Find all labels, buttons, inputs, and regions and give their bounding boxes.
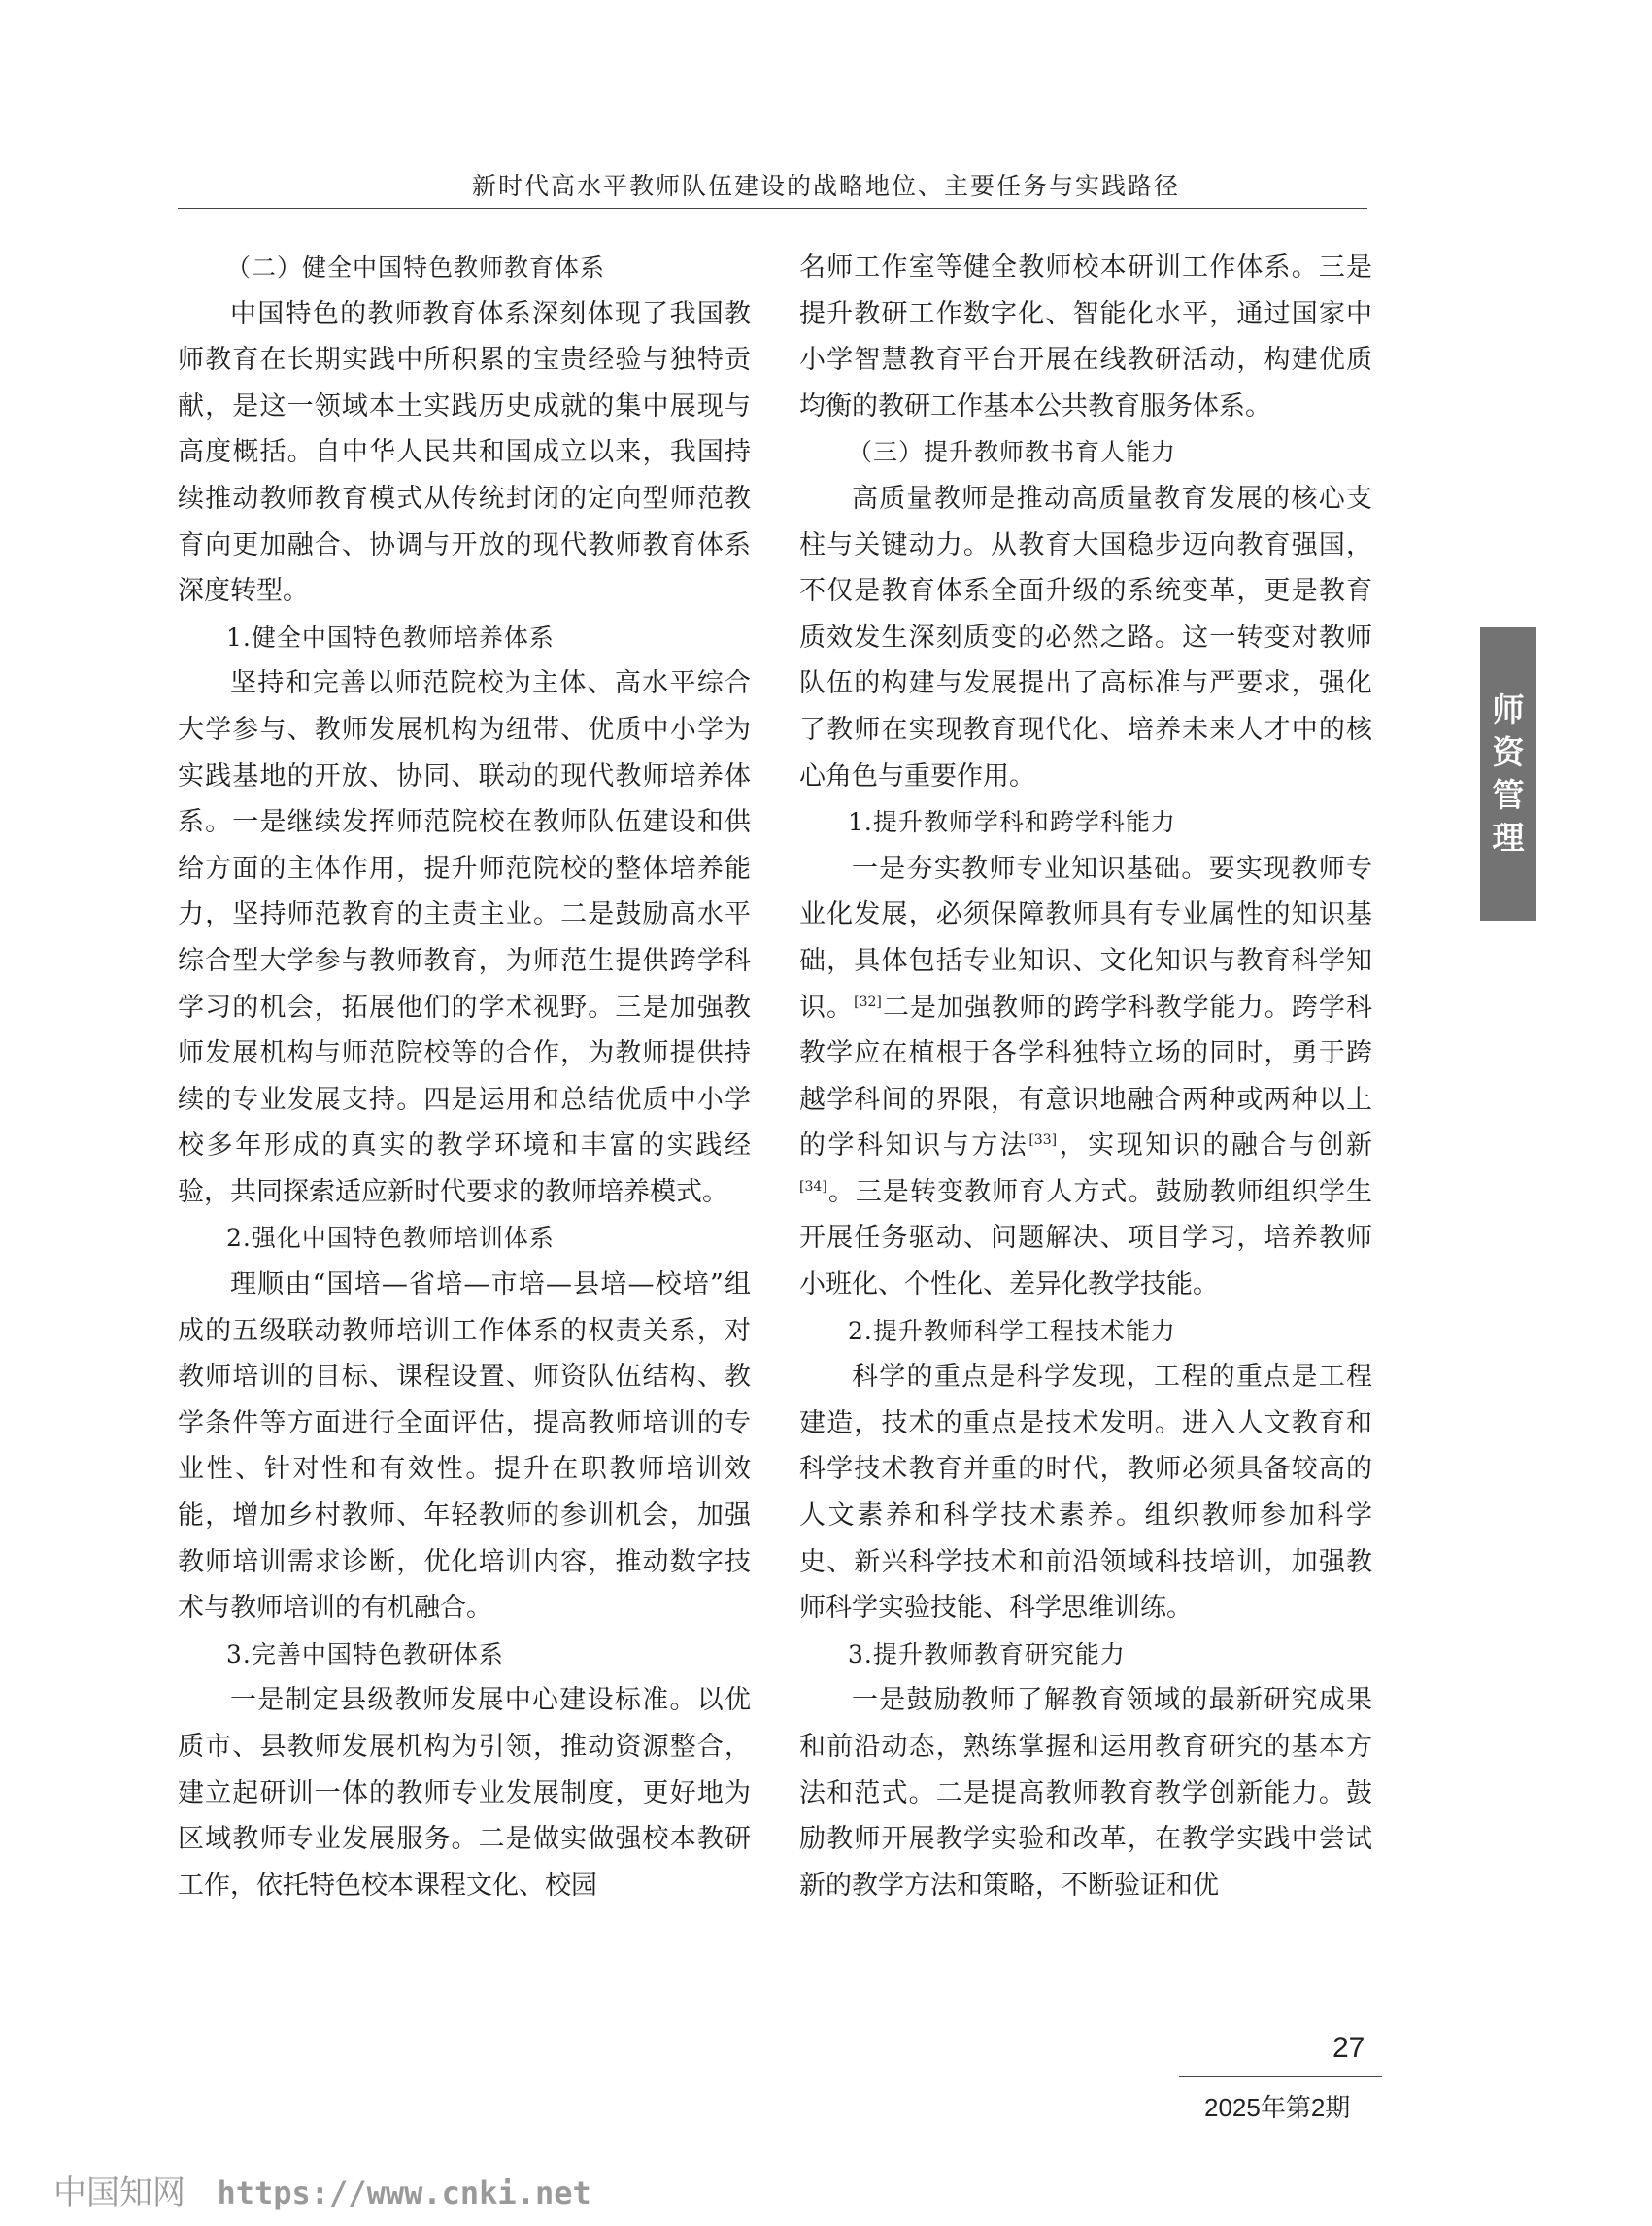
left-column: [178, 245, 751, 1908]
running-head: 新时代高水平教师队伍建设的战略地位、主要任务与实践路径: [471, 172, 1180, 200]
footer-rule: [1179, 2076, 1382, 2077]
paragraph: 一是制定县级教师发展中心建设标准。以优质市、县教师发展机构为引领，推动资源整合，建立起研训一体的教师专业发展制度，更好地为区域教师专业发展服务。二是做实做强校本教研工作，依托特色校本课程文化、校园: [178, 1685, 751, 1901]
subsection-heading: 3.提升教师教育研究能力: [848, 1639, 1126, 1669]
paragraph: 一是鼓励教师了解教育领域的最新研究成果和前沿动态，熟练掌握和运用教育研究的基本方法和范式。二是提高教师教育教学创新能力。鼓励教师开展教学实验和改革，在教学实践中尝试新的教学方法和策略，不断验证和优: [799, 1685, 1372, 1901]
subsection-heading: 2.提升教师科学工程技术能力: [848, 1316, 1176, 1345]
text-run: 。三是转变教师育人方式。鼓励教师组织学生开展任务驱动、问题解决、项目学习，培养教师小班化、个性化、差异化教学技能。: [799, 1176, 1372, 1300]
citation-33: [33]: [1028, 1132, 1058, 1149]
section-heading: （二）健全中国特色教师教育体系: [226, 253, 606, 282]
paragraph: 中国特色的教师教育体系深刻体现了我国教师教育在长期实践中所积累的宝贵经验与独特贡献，是这一领域本土实践历史成就的集中展现与高度概括。自中华人民共和国成立以来，我国持续推动教师教育模式从传统封闭的定向型师范教育向更加融合、协调与开放的现代教师教育体系深度转型。: [178, 298, 751, 607]
side-tab: [1480, 627, 1536, 921]
page-number: 27: [1332, 2032, 1365, 2064]
watermark-url[interactable]: https://www.cnki.net: [217, 2175, 591, 2211]
issue-label: 2025年第2期: [1204, 2093, 1351, 2122]
side-tab-char: 理: [1492, 819, 1525, 857]
side-tab-char: 管: [1492, 776, 1525, 814]
header-rule: [178, 208, 1367, 209]
citation-32: [32]: [854, 994, 882, 1010]
section-heading: （三）提升教师教书育人能力: [848, 438, 1177, 467]
paragraph: 高质量教师是推动高质量教育发展的核心支柱与关键动力。从教育大国稳步迈向教育强国，不仅是教育体系全面升级的系统变革，更是教育质效发生深刻质变的必然之路。这一转变对教师队伍的构建与发展提出了高标准与严要求，强化了教师在实现教育现代化、培养未来人才中的核心角色与重要作用。: [799, 483, 1372, 792]
text-run: 二是加强教师的跨学科教学能力。跨学科教学应在植根于各学科独特立场的同时，勇于跨越学科间的界限，有意识地融合两种或两种以上的学科知识与方法: [799, 992, 1372, 1162]
text-run: 一是夯实教师专业知识基础。要实现教师专业化发展，必须保障教师具有专业属性的知识基础，具体包括专业知识、文化知识与教育科学知识。: [799, 853, 1372, 1023]
subsection-heading: 1.提升教师学科和跨学科能力: [848, 808, 1176, 837]
paragraph: 理顺由“国培—省培—市培—县培—校培”组成的五级联动教师培训工作体系的权责关系，对教师培训的目标、课程设置、师资队伍结构、教学条件等方面进行全面评估，提高教师培训的专业性、针对性和有效性。提升在职教师培训效能，增加乡村教师、年轻教师的参训机会，加强教师培训需求诊断，优化培训内容，推动数字技术与教师培训的有机融合。: [178, 1269, 751, 1624]
subsection-heading: 2.强化中国特色教师培训体系: [226, 1224, 555, 1253]
subsection-heading: 1.健全中国特色教师培养体系: [226, 623, 555, 652]
side-tab-char: 师: [1492, 691, 1525, 728]
paragraph: 坚持和完善以师范院校为主体、高水平综合大学参与、教师发展机构为纽带、优质中小学为实践基地的开放、协同、联动的现代教师培养体系。一是继续发挥师范院校在教师队伍建设和供给方面的主体作用，提升师范院校的整体培养能力，坚持师范教育的主责主业。二是鼓励高水平综合型大学参与教师教育，为师范生提供跨学科学习的机会，拓展他们的学术视野。三是加强教师发展机构与师范院校等的合作，为教师提供持续的专业发展支持。四是运用和总结优质中小学校多年形成的真实的教学环境和丰富的实践经验，共同探索适应新时代要求的教师培养模式。: [178, 668, 751, 1207]
subsection-heading: 3.完善中国特色教研体系: [226, 1639, 504, 1669]
side-tab-char: 资: [1492, 733, 1525, 771]
paragraph: 科学的重点是科学发现，工程的重点是工程建造，技术的重点是技术发明。进入人文教育和科学技术教育并重的时代，教师必须具备较高的人文素养和科学技术素养。组织教师参加科学史、新兴科学技术和前沿领域科技培训，加强教师科学实验技能、科学思维训练。: [799, 1362, 1372, 1624]
paragraph-continued: 名师工作室等健全教师校本研训工作体系。三是提升教研工作数字化、智能化水平，通过国家中小学智慧教育平台开展在线教研活动，构建优质均衡的教研工作基本公共教育服务体系。: [799, 253, 1372, 422]
watermark-name: 中国知网: [53, 2174, 185, 2212]
watermark: [53, 2166, 591, 2213]
right-column: [799, 245, 1372, 1908]
text-run: ，实现知识的融合与创新: [1057, 1130, 1373, 1162]
paragraph: [799, 846, 1372, 1308]
citation-34: [34]: [799, 1178, 827, 1195]
